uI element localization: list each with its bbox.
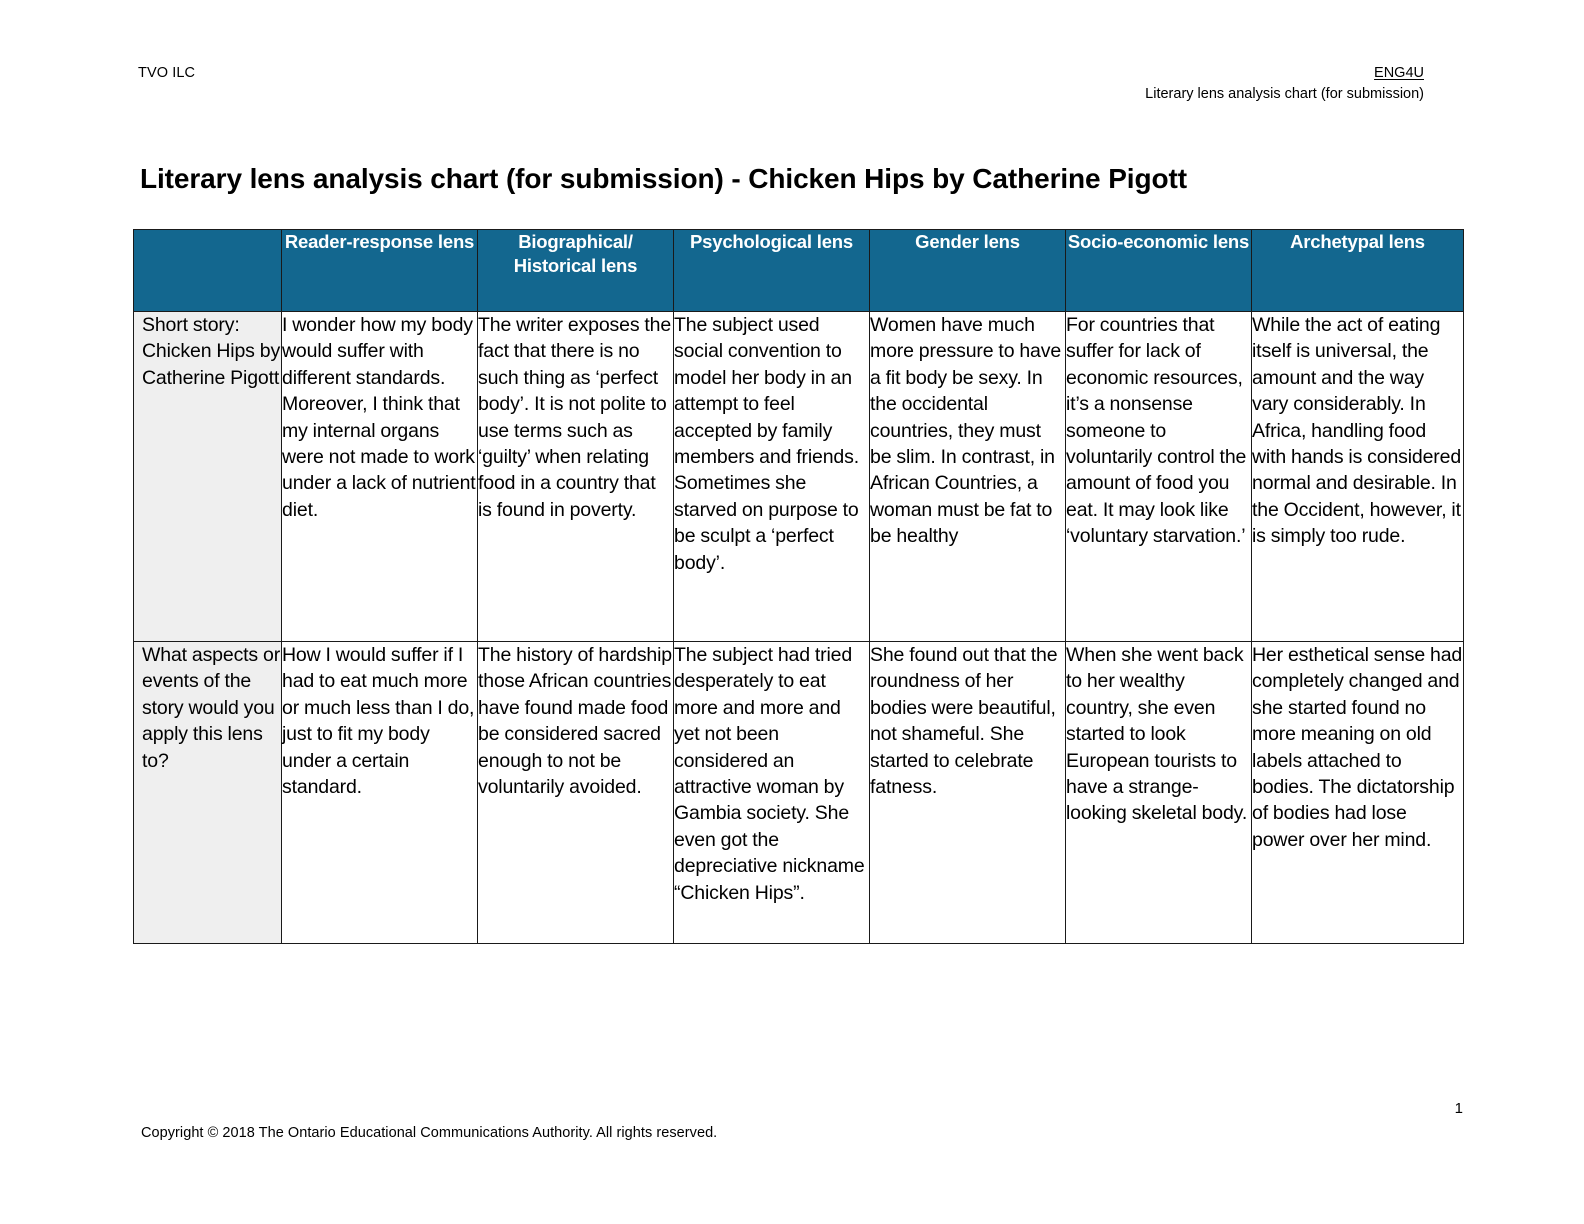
cell-socio-economic-row2: When she went back to her wealthy country, she even started to look European tourists to have a strange-looking skeletal body. <box>1066 642 1252 944</box>
column-header-psychological: Psychological lens <box>674 230 870 312</box>
organization-label: TVO ILC <box>138 65 196 81</box>
table-row <box>134 642 1464 944</box>
cell-gender-row1: Women have much more pressure to have a fit body be sexy. In the occidental countries, they must be slim. In contrast, in African Countries, a woman must be fat to be healthy <box>870 312 1066 642</box>
cell-archetypal-row2: Her esthetical sense had completely changed and she started found no more meaning on old labels attached to bodies. The dictatorship of bodies had lose power over her mind. <box>1252 642 1464 944</box>
cell-psychological-row2: The subject had tried desperately to eat more and more and yet not been considered an attractive woman by Gambia society. She even got the depreciative nickname “Chicken Hips”. <box>674 642 870 944</box>
course-code-label: ENG4U <box>1374 65 1424 81</box>
cell-biographical-historical-row1: The writer exposes the fact that there is no such thing as ‘perfect body’. It is not polite to use terms such as ‘guilty’ when relating food in a country that is found in poverty. <box>478 312 674 642</box>
cell-biographical-historical-row2: The history of hardship those African countries have found made food be considered sacred enough to not be voluntarily avoided. <box>478 642 674 944</box>
running-header <box>138 64 1424 114</box>
row-label-aspects-question: What aspects or events of the story would you apply this lens to? <box>134 642 282 944</box>
document-subtitle: Literary lens analysis chart (for submission) <box>1145 86 1424 102</box>
page-title: Literary lens analysis chart (for submission) - Chicken Hips by Catherine Pigott <box>140 162 1187 194</box>
cell-psychological-row1: The subject used social convention to model her body in an attempt to feel accepted by family members and friends. Sometimes she starved on purpose to be sculpt a ‘perfect body’. <box>674 312 870 642</box>
column-header-reader-response: Reader-response lens <box>282 230 478 312</box>
cell-gender-row2: She found out that the roundness of her bodies were beautiful, not shameful. She started to celebrate fatness. <box>870 642 1066 944</box>
column-header-biographical-historical: Biographical/ Historical lens <box>478 230 674 312</box>
column-header-gender: Gender lens <box>870 230 1066 312</box>
row-label-short-story: Short story: Chicken Hips by Catherine Pigott <box>134 312 282 642</box>
table-row <box>134 312 1464 642</box>
cell-archetypal-row1: While the act of eating itself is universal, the amount and the way vary considerably. In Africa, handling food with hands is considered normal and desirable. In the Occident, however, it is simply too rude. <box>1252 312 1464 642</box>
cell-socio-economic-row1: For countries that suffer for lack of economic resources, it’s a nonsense someone to voluntarily control the amount of food you eat. It may look like ‘voluntary starvation.’ <box>1066 312 1252 642</box>
column-header-socio-economic: Socio-economic lens <box>1066 230 1252 312</box>
copyright-notice: Copyright © 2018 The Ontario Educational Communications Authority. All rights reserved. <box>141 1125 718 1141</box>
column-header-archetypal: Archetypal lens <box>1252 230 1464 312</box>
page-number: 1 <box>1454 1100 1463 1117</box>
cell-reader-response-row1: I wonder how my body would suffer with different standards. Moreover, I think that my internal organs were not made to work under a lack of nutrient diet. <box>282 312 478 642</box>
cell-reader-response-row2: How I would suffer if I had to eat much more or much less than I do, just to fit my body under a certain standard. <box>282 642 478 944</box>
header-right-block <box>1145 64 1424 104</box>
literary-lens-table <box>133 229 1464 944</box>
table-corner-cell <box>134 230 282 312</box>
table-header-row <box>134 230 1464 312</box>
